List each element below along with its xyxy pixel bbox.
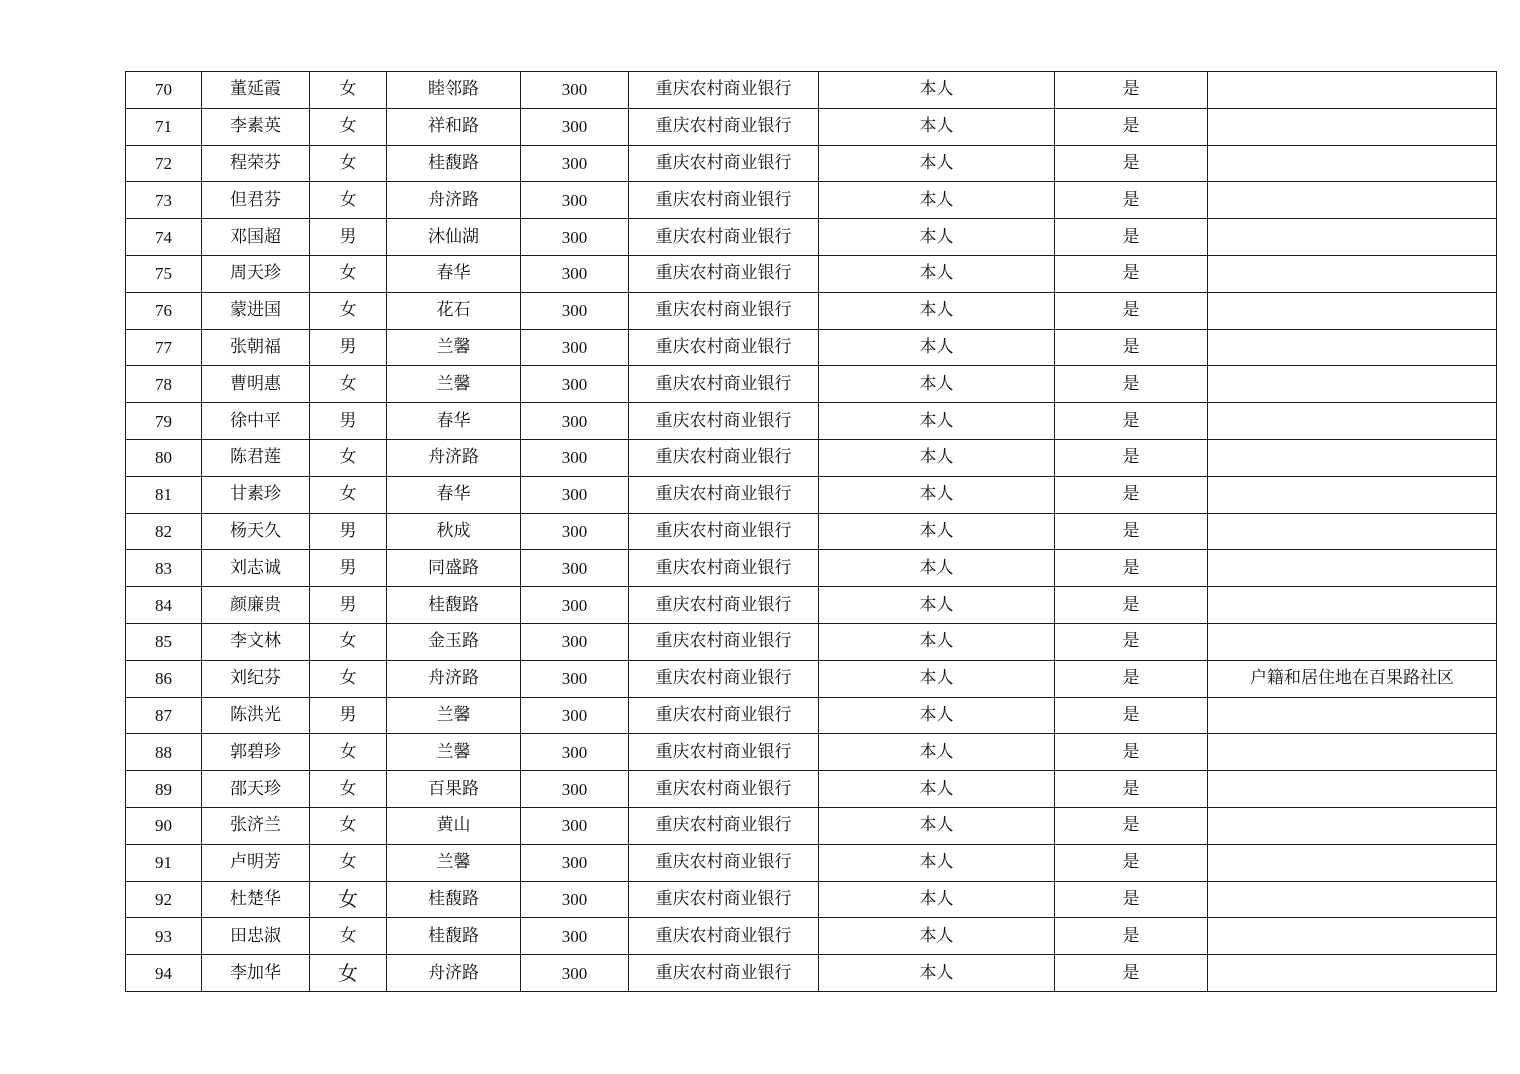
cell-community: 桂馥路 [387, 587, 521, 624]
cell-community: 春华 [387, 255, 521, 292]
cell-remarks [1208, 734, 1497, 771]
cell-amount: 300 [521, 660, 629, 697]
cell-community: 兰馨 [387, 329, 521, 366]
cell-community: 黄山 [387, 807, 521, 844]
cell-community: 桂馥路 [387, 918, 521, 955]
cell-bank: 重庆农村商业银行 [629, 697, 819, 734]
cell-amount: 300 [521, 697, 629, 734]
cell-serial-number: 76 [126, 292, 202, 329]
table-row [126, 550, 1497, 587]
cell-account-holder: 本人 [819, 182, 1055, 219]
cell-community: 春华 [387, 403, 521, 440]
cell-serial-number: 70 [126, 72, 202, 109]
cell-name: 卢明芳 [202, 844, 310, 881]
cell-bank: 重庆农村商业银行 [629, 145, 819, 182]
cell-account-holder: 本人 [819, 255, 1055, 292]
cell-name: 徐中平 [202, 403, 310, 440]
cell-confirmed: 是 [1055, 108, 1208, 145]
cell-account-holder: 本人 [819, 72, 1055, 109]
cell-remarks [1208, 403, 1497, 440]
cell-serial-number: 91 [126, 844, 202, 881]
cell-community: 沐仙湖 [387, 219, 521, 256]
cell-name: 杜楚华 [202, 881, 310, 918]
cell-confirmed: 是 [1055, 439, 1208, 476]
cell-account-holder: 本人 [819, 918, 1055, 955]
recipient-table [125, 71, 1497, 992]
cell-account-holder: 本人 [819, 771, 1055, 808]
cell-gender: 女 [310, 72, 387, 109]
table-row [126, 366, 1497, 403]
cell-account-holder: 本人 [819, 145, 1055, 182]
cell-amount: 300 [521, 439, 629, 476]
cell-serial-number: 72 [126, 145, 202, 182]
cell-bank: 重庆农村商业银行 [629, 72, 819, 109]
cell-bank: 重庆农村商业银行 [629, 219, 819, 256]
table-row [126, 697, 1497, 734]
cell-remarks [1208, 881, 1497, 918]
cell-name: 田忠淑 [202, 918, 310, 955]
cell-account-holder: 本人 [819, 623, 1055, 660]
cell-confirmed: 是 [1055, 807, 1208, 844]
cell-serial-number: 73 [126, 182, 202, 219]
cell-bank: 重庆农村商业银行 [629, 182, 819, 219]
cell-amount: 300 [521, 292, 629, 329]
cell-gender: 女 [310, 660, 387, 697]
cell-name: 但君芬 [202, 182, 310, 219]
cell-serial-number: 85 [126, 623, 202, 660]
cell-account-holder: 本人 [819, 587, 1055, 624]
cell-gender: 女 [310, 807, 387, 844]
cell-account-holder: 本人 [819, 881, 1055, 918]
cell-name: 蒙进国 [202, 292, 310, 329]
cell-name: 李文林 [202, 623, 310, 660]
cell-confirmed: 是 [1055, 476, 1208, 513]
cell-name: 李加华 [202, 955, 310, 992]
cell-bank: 重庆农村商业银行 [629, 734, 819, 771]
cell-amount: 300 [521, 955, 629, 992]
cell-gender: 女 [310, 292, 387, 329]
cell-serial-number: 75 [126, 255, 202, 292]
cell-community: 金玉路 [387, 623, 521, 660]
cell-gender: 女 [310, 918, 387, 955]
cell-gender: 男 [310, 219, 387, 256]
cell-serial-number: 80 [126, 439, 202, 476]
table-row [126, 72, 1497, 109]
cell-bank: 重庆农村商业银行 [629, 955, 819, 992]
table-body [126, 72, 1497, 992]
table-row [126, 844, 1497, 881]
cell-confirmed: 是 [1055, 366, 1208, 403]
cell-serial-number: 89 [126, 771, 202, 808]
cell-remarks [1208, 844, 1497, 881]
cell-remarks [1208, 513, 1497, 550]
cell-community: 桂馥路 [387, 145, 521, 182]
table-row [126, 108, 1497, 145]
cell-name: 曹明惠 [202, 366, 310, 403]
cell-community: 兰馨 [387, 697, 521, 734]
cell-bank: 重庆农村商业银行 [629, 255, 819, 292]
cell-confirmed: 是 [1055, 955, 1208, 992]
cell-bank: 重庆农村商业银行 [629, 844, 819, 881]
cell-gender: 女 [310, 476, 387, 513]
cell-remarks [1208, 623, 1497, 660]
cell-remarks [1208, 955, 1497, 992]
cell-gender: 女 [310, 439, 387, 476]
cell-serial-number: 74 [126, 219, 202, 256]
cell-confirmed: 是 [1055, 72, 1208, 109]
cell-amount: 300 [521, 513, 629, 550]
cell-remarks [1208, 292, 1497, 329]
cell-serial-number: 90 [126, 807, 202, 844]
cell-bank: 重庆农村商业银行 [629, 550, 819, 587]
table-row [126, 587, 1497, 624]
cell-serial-number: 84 [126, 587, 202, 624]
table-row [126, 513, 1497, 550]
cell-amount: 300 [521, 182, 629, 219]
cell-remarks [1208, 366, 1497, 403]
cell-confirmed: 是 [1055, 403, 1208, 440]
cell-confirmed: 是 [1055, 182, 1208, 219]
cell-confirmed: 是 [1055, 255, 1208, 292]
cell-bank: 重庆农村商业银行 [629, 366, 819, 403]
cell-remarks: 户籍和居住地在百果路社区 [1208, 660, 1497, 697]
cell-bank: 重庆农村商业银行 [629, 918, 819, 955]
table-row [126, 734, 1497, 771]
cell-confirmed: 是 [1055, 844, 1208, 881]
cell-confirmed: 是 [1055, 292, 1208, 329]
cell-amount: 300 [521, 108, 629, 145]
cell-amount: 300 [521, 623, 629, 660]
cell-amount: 300 [521, 403, 629, 440]
cell-gender: 男 [310, 329, 387, 366]
cell-gender: 男 [310, 550, 387, 587]
document-page [125, 71, 1496, 992]
cell-serial-number: 88 [126, 734, 202, 771]
cell-amount: 300 [521, 329, 629, 366]
cell-confirmed: 是 [1055, 513, 1208, 550]
cell-amount: 300 [521, 366, 629, 403]
table-row [126, 439, 1497, 476]
cell-amount: 300 [521, 587, 629, 624]
cell-name: 邵天珍 [202, 771, 310, 808]
cell-remarks [1208, 219, 1497, 256]
cell-account-holder: 本人 [819, 844, 1055, 881]
cell-confirmed: 是 [1055, 550, 1208, 587]
cell-remarks [1208, 807, 1497, 844]
cell-bank: 重庆农村商业银行 [629, 881, 819, 918]
cell-account-holder: 本人 [819, 476, 1055, 513]
cell-account-holder: 本人 [819, 550, 1055, 587]
cell-remarks [1208, 255, 1497, 292]
cell-account-holder: 本人 [819, 439, 1055, 476]
cell-bank: 重庆农村商业银行 [629, 623, 819, 660]
table-row [126, 255, 1497, 292]
cell-name: 刘纪芬 [202, 660, 310, 697]
cell-account-holder: 本人 [819, 697, 1055, 734]
table-row [126, 771, 1497, 808]
cell-remarks [1208, 550, 1497, 587]
cell-name: 张济兰 [202, 807, 310, 844]
cell-bank: 重庆农村商业银行 [629, 587, 819, 624]
cell-remarks [1208, 918, 1497, 955]
cell-community: 舟济路 [387, 955, 521, 992]
cell-gender: 男 [310, 513, 387, 550]
cell-community: 睦邻路 [387, 72, 521, 109]
cell-account-holder: 本人 [819, 366, 1055, 403]
cell-gender: 女 [310, 108, 387, 145]
cell-confirmed: 是 [1055, 329, 1208, 366]
cell-serial-number: 77 [126, 329, 202, 366]
cell-remarks [1208, 771, 1497, 808]
cell-name: 郭碧珍 [202, 734, 310, 771]
cell-confirmed: 是 [1055, 734, 1208, 771]
cell-confirmed: 是 [1055, 623, 1208, 660]
cell-amount: 300 [521, 734, 629, 771]
cell-confirmed: 是 [1055, 587, 1208, 624]
cell-community: 舟济路 [387, 660, 521, 697]
table-row [126, 881, 1497, 918]
cell-serial-number: 87 [126, 697, 202, 734]
table-row [126, 660, 1497, 697]
cell-account-holder: 本人 [819, 403, 1055, 440]
cell-gender: 女 [310, 145, 387, 182]
cell-name: 陈洪光 [202, 697, 310, 734]
cell-bank: 重庆农村商业银行 [629, 660, 819, 697]
cell-gender: 女 [310, 771, 387, 808]
cell-serial-number: 71 [126, 108, 202, 145]
cell-community: 兰馨 [387, 734, 521, 771]
cell-community: 春华 [387, 476, 521, 513]
cell-community: 百果路 [387, 771, 521, 808]
cell-gender: 女 [310, 182, 387, 219]
cell-gender: 男 [310, 403, 387, 440]
cell-remarks [1208, 697, 1497, 734]
table-row [126, 955, 1497, 992]
cell-amount: 300 [521, 476, 629, 513]
cell-amount: 300 [521, 550, 629, 587]
cell-bank: 重庆农村商业银行 [629, 807, 819, 844]
cell-amount: 300 [521, 844, 629, 881]
cell-community: 兰馨 [387, 844, 521, 881]
cell-confirmed: 是 [1055, 660, 1208, 697]
cell-bank: 重庆农村商业银行 [629, 476, 819, 513]
cell-remarks [1208, 145, 1497, 182]
cell-name: 董延霞 [202, 72, 310, 109]
cell-account-holder: 本人 [819, 513, 1055, 550]
cell-community: 舟济路 [387, 439, 521, 476]
cell-name: 邓国超 [202, 219, 310, 256]
cell-confirmed: 是 [1055, 881, 1208, 918]
table-row [126, 329, 1497, 366]
cell-account-holder: 本人 [819, 329, 1055, 366]
cell-name: 颜廉贵 [202, 587, 310, 624]
cell-account-holder: 本人 [819, 807, 1055, 844]
table-row [126, 403, 1497, 440]
cell-amount: 300 [521, 771, 629, 808]
cell-name: 陈君莲 [202, 439, 310, 476]
cell-amount: 300 [521, 255, 629, 292]
cell-serial-number: 86 [126, 660, 202, 697]
cell-amount: 300 [521, 807, 629, 844]
cell-name: 程荣芬 [202, 145, 310, 182]
cell-amount: 300 [521, 145, 629, 182]
cell-gender: 男 [310, 697, 387, 734]
cell-community: 兰馨 [387, 366, 521, 403]
cell-name: 周天珍 [202, 255, 310, 292]
cell-community: 桂馥路 [387, 881, 521, 918]
cell-community: 秋成 [387, 513, 521, 550]
cell-community: 花石 [387, 292, 521, 329]
cell-confirmed: 是 [1055, 219, 1208, 256]
cell-remarks [1208, 72, 1497, 109]
cell-community: 舟济路 [387, 182, 521, 219]
cell-serial-number: 82 [126, 513, 202, 550]
cell-serial-number: 93 [126, 918, 202, 955]
cell-serial-number: 92 [126, 881, 202, 918]
cell-bank: 重庆农村商业银行 [629, 513, 819, 550]
cell-gender: 女 [310, 623, 387, 660]
cell-account-holder: 本人 [819, 734, 1055, 771]
cell-amount: 300 [521, 72, 629, 109]
table-row [126, 219, 1497, 256]
cell-community: 同盛路 [387, 550, 521, 587]
cell-gender: 男 [310, 587, 387, 624]
cell-bank: 重庆农村商业银行 [629, 771, 819, 808]
cell-confirmed: 是 [1055, 697, 1208, 734]
cell-bank: 重庆农村商业银行 [629, 292, 819, 329]
cell-serial-number: 83 [126, 550, 202, 587]
cell-confirmed: 是 [1055, 918, 1208, 955]
cell-bank: 重庆农村商业银行 [629, 439, 819, 476]
cell-confirmed: 是 [1055, 771, 1208, 808]
cell-amount: 300 [521, 219, 629, 256]
cell-amount: 300 [521, 918, 629, 955]
cell-community: 祥和路 [387, 108, 521, 145]
cell-gender: 女 [310, 366, 387, 403]
table-row [126, 476, 1497, 513]
table-row [126, 182, 1497, 219]
cell-serial-number: 81 [126, 476, 202, 513]
cell-name: 甘素珍 [202, 476, 310, 513]
cell-serial-number: 94 [126, 955, 202, 992]
cell-gender: 女 [310, 955, 387, 992]
table-row [126, 623, 1497, 660]
cell-gender: 女 [310, 844, 387, 881]
cell-name: 李素英 [202, 108, 310, 145]
cell-gender: 女 [310, 881, 387, 918]
table-row [126, 918, 1497, 955]
cell-remarks [1208, 182, 1497, 219]
cell-remarks [1208, 587, 1497, 624]
cell-serial-number: 79 [126, 403, 202, 440]
cell-bank: 重庆农村商业银行 [629, 403, 819, 440]
cell-serial-number: 78 [126, 366, 202, 403]
cell-remarks [1208, 439, 1497, 476]
cell-account-holder: 本人 [819, 219, 1055, 256]
cell-remarks [1208, 476, 1497, 513]
cell-remarks [1208, 329, 1497, 366]
table-row [126, 807, 1497, 844]
table-row [126, 292, 1497, 329]
cell-name: 刘志诚 [202, 550, 310, 587]
cell-account-holder: 本人 [819, 955, 1055, 992]
cell-name: 张朝福 [202, 329, 310, 366]
cell-account-holder: 本人 [819, 292, 1055, 329]
cell-gender: 女 [310, 734, 387, 771]
table-row [126, 145, 1497, 182]
cell-account-holder: 本人 [819, 660, 1055, 697]
cell-confirmed: 是 [1055, 145, 1208, 182]
cell-account-holder: 本人 [819, 108, 1055, 145]
cell-remarks [1208, 108, 1497, 145]
cell-amount: 300 [521, 881, 629, 918]
cell-bank: 重庆农村商业银行 [629, 108, 819, 145]
cell-bank: 重庆农村商业银行 [629, 329, 819, 366]
cell-gender: 女 [310, 255, 387, 292]
cell-name: 杨天久 [202, 513, 310, 550]
